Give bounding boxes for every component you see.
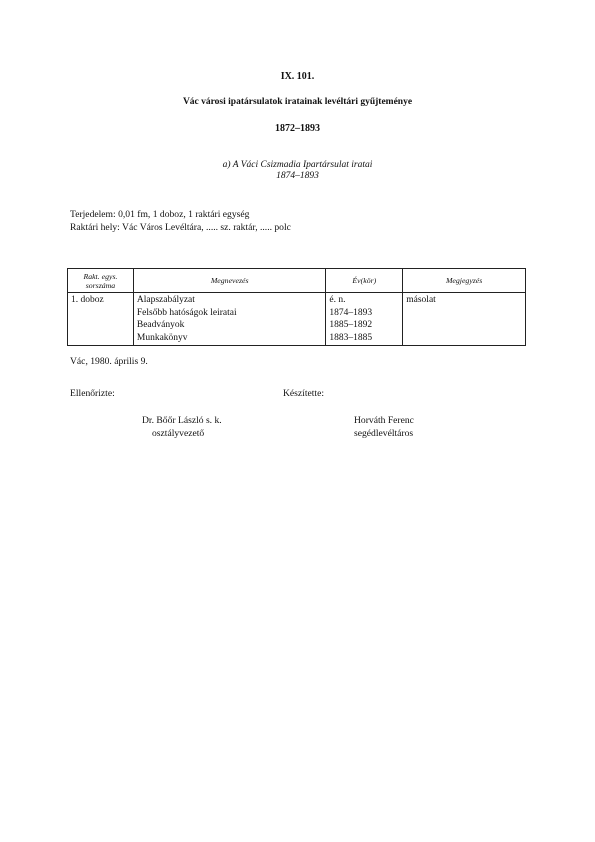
checked-by-label: Ellenőrizte: (70, 388, 115, 399)
item-year: 1885–1892 (329, 320, 373, 330)
item-year: 1874–1893 (329, 307, 373, 318)
name-cell (133, 293, 326, 346)
preparer-name: Horváth Ferenc (354, 415, 414, 426)
item-name: Alapszabályzat (136, 295, 195, 305)
checker-name: Dr. Bőőr László s. k. (142, 415, 222, 426)
item-year: 1883–1885 (329, 332, 373, 343)
collection-title: Vác városi ipatársulatok iratainak levéltári gyűjteménye (182, 97, 413, 107)
extent-line: Terjedelem: 0,01 fm, 1 doboz, 1 raktári egység (70, 209, 250, 220)
preparer-title: segédlevéltáros (354, 428, 414, 439)
header-unit: Rakt. egys. sorszáma (68, 269, 134, 293)
checker-title: osztályvezető (152, 428, 205, 439)
item-name: Felsőbb hatóságok leiratai (136, 307, 237, 318)
item-name: Beadványok (136, 320, 185, 330)
table-row (68, 293, 526, 346)
collection-years: 1872–1893 (275, 123, 320, 134)
subsection-years: 1874–1893 (276, 171, 319, 181)
prepared-by-label: Készítette: (283, 388, 325, 399)
date-line: Vác, 1980. április 9. (70, 356, 148, 367)
header-year: Év(kör) (326, 269, 403, 293)
note-cell: másolat (403, 293, 526, 346)
unit-cell: 1. doboz (68, 293, 134, 346)
table-header-row (68, 269, 526, 293)
year-cell (326, 293, 403, 346)
subsection-title: a) A Váci Csizmadia Ipartársulat iratai (222, 160, 373, 170)
item-name: Munkakönyv (136, 332, 188, 343)
reference-number: IX. 101. (280, 71, 315, 82)
item-year: é. n. (329, 295, 346, 305)
header-name: Megnevezés (133, 269, 326, 293)
inventory-table (67, 268, 526, 346)
location-line: Raktári hely: Vác Város Levéltára, ..... sz. raktár, ..... polc (70, 222, 291, 233)
header-note: Megjegyzés (403, 269, 526, 293)
